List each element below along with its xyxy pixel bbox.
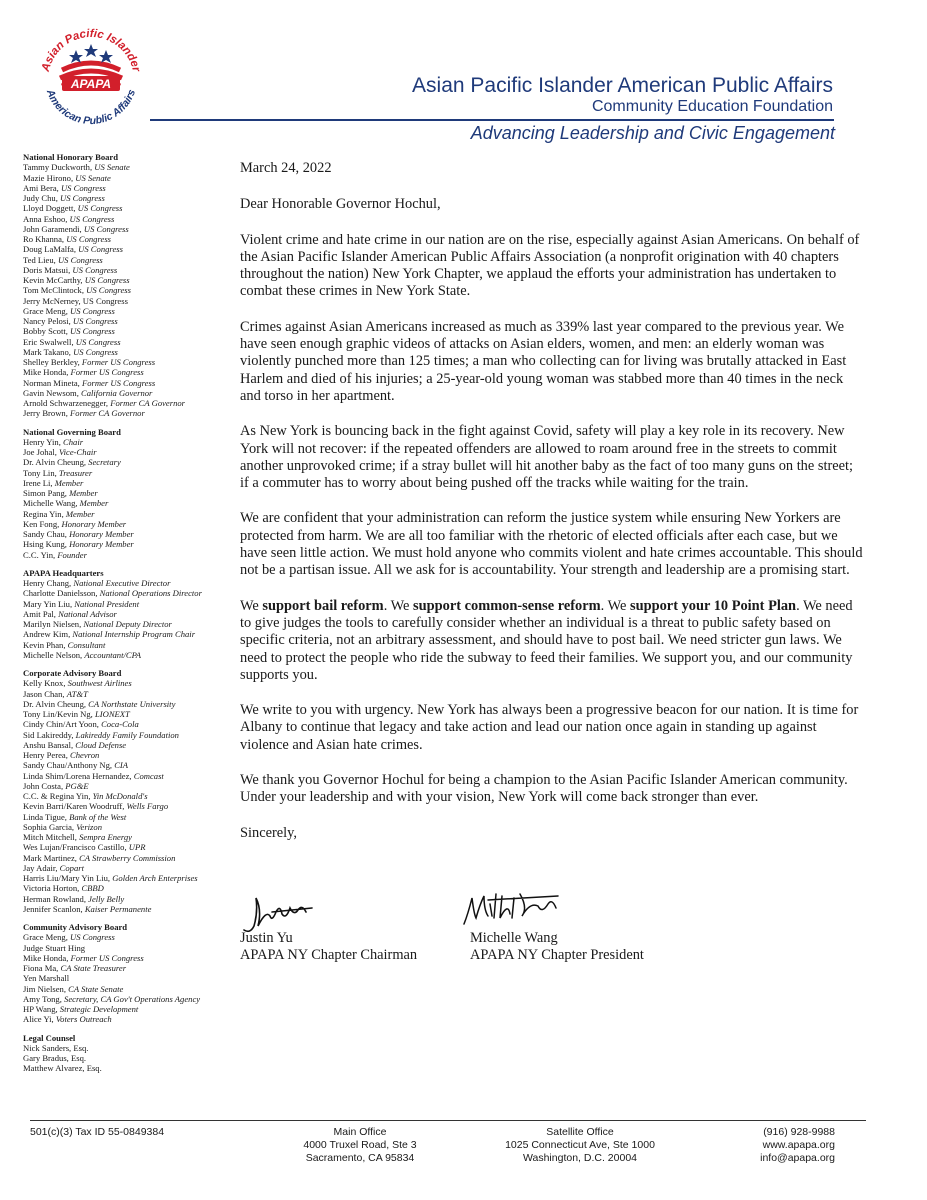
board-member	[23, 388, 228, 398]
board-member	[23, 234, 228, 244]
tagline: Advancing Leadership and Civic Engagement	[470, 123, 835, 143]
board-member	[23, 994, 228, 1004]
board-member	[23, 457, 228, 467]
member-role: US Congress	[86, 285, 131, 296]
member-name: Anna Eshoo,	[23, 213, 70, 224]
board-member	[23, 367, 228, 377]
board-member	[23, 316, 228, 326]
board-member	[23, 619, 228, 629]
member-name: Michelle Nelson,	[23, 649, 85, 660]
signer-name: Justin Yu	[240, 930, 293, 946]
member-role: Chevron	[70, 750, 100, 760]
paragraph-2: Crimes against Asian Americans increased as much as 339% last year compared to the previous year. We have seen enough graphic videos of attacks on Asian elders, women, and men: an elderly woman was violently punched more than 125 times; a man who collecting can for living was brutally attacked in East Harlem and died of his injuries; a 25-year-old young woman was stabbed more than 40 times in the neck and torso in her apartment.	[240, 318, 847, 404]
member-name: Mitch Mitchell,	[23, 832, 80, 842]
member-role: Secretary, CA Gov't Operations Agency	[64, 993, 201, 1004]
board-member	[23, 1004, 228, 1014]
board-member	[23, 709, 228, 719]
member-role: National Deputy Director	[83, 619, 172, 629]
member-role: US Congress	[69, 213, 115, 224]
signature-michelle-wang	[458, 884, 568, 934]
sidebar-section	[23, 922, 228, 1025]
org-name: Asian Pacific Islander American Public Affairs	[412, 74, 833, 97]
member-name: Sandy Chau/Anthony Ng,	[23, 760, 115, 771]
member-name: Jim Nielsen,	[23, 983, 69, 994]
member-name: Victoria Horton,	[23, 883, 82, 894]
signer-title: APAPA NY Chapter President	[470, 947, 644, 964]
member-name: Henry Perea,	[23, 750, 71, 760]
board-member	[23, 285, 228, 295]
logo-center-text: APAPA	[70, 77, 112, 91]
board-member	[23, 183, 228, 193]
board-member	[23, 214, 228, 224]
board-member	[23, 822, 228, 832]
member-name: Grace Meng,	[23, 305, 71, 316]
signer-title: APAPA NY Chapter Chairman	[240, 947, 418, 964]
member-name: C.C. Yin,	[23, 549, 58, 560]
board-member	[23, 347, 228, 357]
member-role: Former US Congress	[81, 357, 156, 367]
member-role: Golden Arch Enterprises	[112, 873, 198, 883]
member-name: Yen Marshall	[23, 973, 70, 984]
member-role: US Senate	[94, 162, 130, 173]
board-member	[23, 801, 228, 811]
phone-number: (916) 928-9988	[763, 1126, 835, 1138]
header-divider	[150, 119, 834, 121]
board-member	[23, 255, 228, 265]
member-role: PG&E	[65, 780, 89, 791]
sidebar-section	[23, 152, 228, 419]
member-role: CA State Senate	[68, 983, 124, 994]
letter-date: March 24, 2022	[240, 160, 332, 176]
member-name: John Costa,	[23, 780, 66, 791]
board-member	[23, 883, 228, 893]
member-role: National Executive Director	[73, 578, 171, 588]
board-member	[23, 730, 228, 740]
member-role: US Congress	[60, 193, 105, 203]
board-member	[23, 265, 228, 275]
sidebar-section	[23, 568, 228, 660]
board-member	[23, 408, 228, 418]
member-name: Herman Rowland,	[23, 893, 89, 904]
logo-arc-top-text: Asian Pacific Islander	[39, 27, 143, 73]
board-member	[23, 498, 228, 508]
board-member	[23, 478, 228, 488]
member-role: Voters Outreach	[55, 1014, 112, 1025]
member-name: Bobby Scott,	[23, 326, 71, 337]
member-name: Ted Lieu,	[23, 254, 58, 265]
main-office-label: Main Office	[333, 1126, 387, 1138]
salutation: Dear Honorable Governor Hochul,	[240, 196, 441, 213]
member-role: CA State Treasurer	[60, 963, 127, 973]
board-member	[23, 173, 228, 183]
board-member	[23, 678, 228, 688]
board-member	[23, 306, 228, 316]
board-member	[23, 953, 228, 963]
member-name: Sandy Chau,	[23, 529, 70, 539]
board-member	[23, 488, 228, 498]
footer-divider	[30, 1120, 866, 1121]
member-name: Jerry McNerney, US Congress	[23, 295, 128, 306]
member-role: Coca-Cola	[101, 719, 139, 730]
paragraph-3: As New York is bouncing back in the fight against Covid, safety will play a key role in its recovery. New York will not recover: if the repeated offenders are allowed to roam around free in the streets to commit another unprovoked crime; if a stray bullet will hit another baby as the fact of too many guns on the street; if a commuter has to worry about being pushed off the tracks while waiting for the train.	[240, 423, 854, 492]
paragraph-6: We write to you with urgency. New York has always been a progressive beacon for our nation. It is time for Albany to continue that legacy and take action and lead our nation once again in standing up against violence and Asian hate crimes.	[240, 702, 859, 753]
member-role: US Congress	[83, 223, 129, 234]
member-role: US Congress	[57, 254, 103, 265]
member-role: Verizon	[76, 821, 102, 832]
member-role: US Congress	[60, 182, 106, 193]
member-name: Gary Bradus, Esq.	[23, 1053, 87, 1063]
board-member	[23, 791, 228, 801]
member-name: Judy Chu,	[23, 193, 61, 203]
member-role: Southwest Airlines	[67, 678, 132, 689]
member-name: Amy Tong,	[23, 993, 65, 1004]
member-role: AT&T	[66, 688, 88, 699]
member-name: Michelle Wang,	[23, 498, 80, 509]
member-role: Yin McDonald's	[92, 791, 148, 801]
member-role: US Congress	[75, 336, 121, 347]
member-name: Mike Honda,	[23, 367, 71, 378]
member-role: Accountant/CPA	[84, 649, 141, 660]
board-member	[23, 719, 228, 729]
signer-block-president	[470, 930, 644, 965]
board-member	[23, 1063, 228, 1073]
member-name: Arnold Schwarzenegger,	[23, 398, 111, 408]
board-member	[23, 812, 228, 822]
p5-text: . We	[600, 597, 630, 614]
member-name: Ken Fong,	[23, 518, 62, 529]
sidebar-section-heading: National Governing Board	[23, 426, 121, 437]
board-member	[23, 539, 228, 549]
member-role: Founder	[57, 549, 87, 560]
footer-contact	[760, 1126, 835, 1165]
member-role: UPR	[128, 842, 146, 853]
member-role: California Governor	[81, 387, 153, 398]
member-name: Dr. Alvin Cheung,	[23, 698, 89, 709]
member-name: Anshu Bansal,	[23, 739, 76, 750]
board-member	[23, 296, 228, 306]
member-name: HP Wang,	[23, 1004, 60, 1014]
board-member	[23, 873, 228, 883]
sidebar-section	[23, 1033, 228, 1074]
member-name: Marilyn Nielsen,	[23, 619, 84, 629]
board-member	[23, 1043, 228, 1053]
board-member	[23, 378, 228, 388]
member-role: Honorary Member	[61, 518, 127, 529]
member-name: Doris Matsui,	[23, 264, 73, 275]
member-role: Vice-Chair	[59, 447, 97, 457]
member-role: Wells Fargo	[126, 801, 169, 812]
website-link[interactable]: www.apapa.org	[762, 1139, 835, 1151]
member-role: National Advisor	[58, 608, 117, 619]
member-name: Ami Bera,	[23, 182, 61, 193]
board-member	[23, 853, 228, 863]
member-role: Jelly Belly	[88, 893, 125, 904]
member-role: Former US Congress	[70, 367, 144, 378]
member-role: LIONEXT	[94, 709, 130, 719]
board-member	[23, 973, 228, 983]
board-member	[23, 943, 228, 953]
member-role: Member	[54, 477, 84, 488]
board-member	[23, 650, 228, 660]
board-member	[23, 832, 228, 842]
p5-text: . We need to give judges the tools to carefully consider whether an individual is a threat to public safety based on specific criteria, not an arbitrary assessment, and should have to post bail. We need stricter gun laws. We need to protect the people who ride the subway to feed their families. We support you, and our community supports you.	[240, 597, 853, 683]
member-role: Bank of the West	[69, 811, 127, 822]
member-role: National Operations Director	[99, 588, 202, 599]
board-member	[23, 203, 228, 213]
member-name: Wes Lujan/Francisco Castillo,	[23, 842, 129, 853]
sidebar-section-heading: National Honorary Board	[23, 152, 119, 162]
board-member	[23, 357, 228, 367]
sidebar-section-heading: APAPA Headquarters	[23, 567, 104, 578]
member-role: Treasurer	[58, 467, 93, 478]
member-role: US Congress	[77, 203, 123, 214]
member-name: Tony Lin/Kevin Ng,	[23, 709, 95, 719]
member-name: Henry Yin,	[23, 436, 64, 447]
board-member	[23, 578, 228, 588]
board-member	[23, 224, 228, 234]
board-member	[23, 193, 228, 203]
member-name: Tom McClintock,	[23, 285, 87, 296]
member-role: Honorary Member	[69, 529, 134, 539]
board-member	[23, 640, 228, 650]
member-role: Kaiser Permanente	[84, 903, 152, 914]
member-name: Joe Johal,	[23, 447, 60, 457]
org-subtitle: Community Education Foundation	[591, 98, 833, 115]
board-member	[23, 437, 228, 447]
member-role: US Congress	[84, 275, 130, 285]
email-link[interactable]: info@apapa.org	[760, 1152, 835, 1164]
member-name: Doug LaMalfa,	[23, 244, 79, 255]
member-name: C.C. & Regina Yin,	[23, 791, 93, 801]
member-name: Simon Pang,	[23, 488, 70, 498]
member-name: Tammy Duckworth,	[23, 162, 95, 173]
member-name: Nick Sanders, Esq.	[23, 1042, 89, 1053]
member-name: Matthew Alvarez, Esq.	[23, 1063, 102, 1074]
main-office-address-1: 4000 Truxel Road, Ste 3	[303, 1139, 417, 1151]
board-sidebar	[23, 152, 228, 1082]
member-name: Andrew Kim,	[23, 629, 73, 640]
member-role: US Congress	[72, 264, 118, 275]
member-role: Former CA Governor	[70, 408, 145, 419]
member-name: Lloyd Doggett,	[23, 203, 78, 214]
satellite-office-address-1: 1025 Connecticut Ave, Ste 1000	[505, 1139, 655, 1151]
main-office-address-2: Sacramento, CA 95834	[305, 1152, 415, 1164]
member-name: Mark Martinez,	[23, 852, 80, 863]
apapa-logo	[32, 18, 150, 136]
logo-arc-bottom-text: American Public Affairs	[43, 87, 139, 128]
member-name: Mike Honda,	[23, 952, 71, 963]
closing: Sincerely,	[240, 824, 298, 841]
member-name: Amit Pal,	[23, 608, 59, 619]
p5-text: We	[240, 597, 263, 614]
member-role: US Congress	[70, 305, 115, 316]
board-member	[23, 588, 228, 598]
board-member	[23, 337, 228, 347]
member-name: Kevin Phan,	[23, 639, 68, 650]
board-member	[23, 750, 228, 760]
member-name: Jason Chan,	[23, 688, 67, 699]
member-role: Former US Congress	[70, 952, 144, 963]
board-member	[23, 1014, 228, 1024]
member-name: Hsing Kung,	[23, 539, 70, 550]
member-role: US Congress	[66, 234, 112, 244]
member-role: Chair	[63, 436, 84, 447]
board-member	[23, 894, 228, 904]
member-name: Sid Lakireddy,	[23, 729, 76, 740]
paragraph-1: Violent crime and hate crime in our nation are on the rise, especially against Asian Americans. On behalf of the Asian Pacific Islander American Public Affairs Association (a nonprofit origination with 40 chapters throughout the nation) New York Chapter, we applaud the efforts your administration has undertaken to combat these crimes in New York State.	[240, 231, 860, 300]
footer-satellite-office	[500, 1126, 660, 1165]
member-name: Gavin Newsom,	[23, 387, 81, 398]
member-name: Norman Mineta,	[23, 377, 82, 388]
p5-text: . We	[383, 597, 414, 614]
member-name: Nancy Pelosi,	[23, 316, 73, 326]
member-role: US Congress	[78, 244, 123, 255]
board-member	[23, 275, 228, 285]
member-name: Regina Yin,	[23, 508, 66, 519]
member-name: Mary Yin Liu,	[23, 598, 75, 609]
paragraph-7: We thank you Governor Hochul for being a champion to the Asian Pacific Islander American community. Under your leadership and with your vision, New York will come back stronger than ever.	[240, 772, 848, 806]
board-member	[23, 629, 228, 639]
footer-main-office	[292, 1126, 428, 1165]
member-name: Grace Meng,	[23, 932, 71, 943]
member-name: Judge Stuart Hing	[23, 942, 86, 953]
paragraph-5	[240, 598, 865, 684]
member-name: Jennifer Scanlon,	[23, 903, 85, 914]
member-name: Eric Swalwell,	[23, 336, 76, 347]
member-role: Consultant	[67, 639, 106, 650]
member-name: Henry Chang,	[23, 578, 74, 588]
board-member	[23, 781, 228, 791]
board-member	[23, 963, 228, 973]
member-name: Kelly Knox,	[23, 678, 68, 689]
member-role: US Congress	[70, 932, 115, 943]
member-role: Sempra Energy	[79, 832, 132, 842]
member-name: Linda Shim/Lorena Hernandez,	[23, 770, 134, 781]
member-role: US Congress	[72, 316, 118, 326]
sidebar-section	[23, 427, 228, 560]
member-role: US Congress	[73, 346, 118, 357]
board-member	[23, 904, 228, 914]
letter-body	[240, 160, 865, 842]
member-name: Shelley Berkley,	[23, 357, 82, 367]
member-role: Honorary Member	[69, 539, 134, 550]
member-role: CIA	[114, 760, 129, 771]
signer-block-chairman	[240, 930, 417, 965]
board-member	[23, 326, 228, 336]
member-name: Tony Lin,	[23, 467, 59, 478]
member-role: CA Northstate University	[88, 698, 176, 709]
sidebar-section	[23, 668, 228, 914]
member-name: Kevin McCarthy,	[23, 275, 85, 285]
member-role: Comcast	[133, 770, 164, 781]
board-member	[23, 842, 228, 852]
satellite-office-address-2: Washington, D.C. 20004	[522, 1152, 637, 1164]
member-name: Cindy Chin/Art Yoon,	[23, 719, 102, 730]
member-name: Ro Khanna,	[23, 234, 67, 244]
member-name: Jay Adair,	[23, 862, 60, 873]
member-name: Dr. Alvin Cheung,	[23, 457, 89, 468]
p5-bold-reform: support common-sense reform	[413, 597, 601, 614]
member-role: Copart	[59, 862, 85, 873]
board-member	[23, 447, 228, 457]
board-member	[23, 244, 228, 254]
member-name: Jerry Brown,	[23, 408, 71, 419]
member-role: Cloud Defense	[75, 739, 127, 750]
member-name: Mark Takano,	[23, 346, 74, 357]
member-role: US Senate	[75, 172, 111, 183]
p5-bold-plan: support your 10 Point Plan	[630, 597, 797, 614]
board-member	[23, 550, 228, 560]
member-role: National President	[74, 598, 140, 609]
footer-tax-id	[30, 1126, 164, 1139]
board-member	[23, 162, 228, 172]
member-name: Charlotte Danielsson,	[23, 588, 100, 599]
member-role: Member	[69, 488, 98, 498]
board-member	[23, 519, 228, 529]
board-member	[23, 1053, 228, 1063]
member-role: Secretary	[88, 457, 121, 468]
satellite-office-label: Satellite Office	[546, 1126, 614, 1138]
board-member	[23, 760, 228, 770]
member-name: Alice Yi,	[23, 1014, 56, 1025]
board-member	[23, 699, 228, 709]
member-role: Strategic Development	[59, 1004, 139, 1014]
member-role: Former CA Governor	[110, 398, 186, 408]
member-name: Irene Li,	[23, 477, 55, 488]
board-member	[23, 398, 228, 408]
member-role: Lakireddy Family Foundation	[75, 729, 179, 740]
member-name: Fiona Ma,	[23, 963, 61, 973]
member-role: Former US Congress	[81, 377, 156, 388]
member-name: John Garamendi,	[23, 223, 84, 234]
p5-bold-bail: support bail reform	[262, 597, 384, 614]
board-member	[23, 509, 228, 519]
sidebar-section-heading: Legal Counsel	[23, 1032, 76, 1043]
board-member	[23, 529, 228, 539]
board-member	[23, 740, 228, 750]
signer-name: Michelle Wang	[470, 930, 558, 946]
member-role: National Internship Program Chair	[72, 629, 196, 640]
member-name: Kevin Barri/Karen Woodruff,	[23, 801, 127, 812]
tax-id-text: 501(c)(3) Tax ID 55-0849384	[30, 1126, 165, 1138]
member-name: Linda Tigue,	[23, 811, 70, 822]
board-member	[23, 984, 228, 994]
member-name: Mazie Hirono,	[23, 172, 76, 183]
board-member	[23, 599, 228, 609]
member-role: CA Strawberry Commission	[79, 852, 176, 863]
board-member	[23, 689, 228, 699]
board-member	[23, 468, 228, 478]
board-member	[23, 863, 228, 873]
member-name: Harris Liu/Mary Yin Liu,	[23, 873, 113, 883]
board-member	[23, 771, 228, 781]
sidebar-section-heading: Community Advisory Board	[23, 922, 128, 932]
member-name: Sophia Garcia,	[23, 821, 77, 832]
board-member	[23, 609, 228, 619]
member-role: Member	[65, 508, 95, 519]
paragraph-4: We are confident that your administration can reform the justice system while ensuring New Yorkers are protected from harm. We are all too familiar with the rhetoric of elected officials after each case, but we have seen little action. We must hold anyone who commits violent and hate crimes accountable. This should not be a partisan issue. All we ask for is accountability. Your strength and leadership are a promising start.	[240, 510, 863, 579]
member-role: CBBD	[81, 883, 104, 894]
member-role: Member	[79, 498, 109, 509]
member-role: US Congress	[70, 326, 115, 337]
board-member	[23, 932, 228, 942]
sidebar-section-heading: Corporate Advisory Board	[23, 668, 122, 678]
